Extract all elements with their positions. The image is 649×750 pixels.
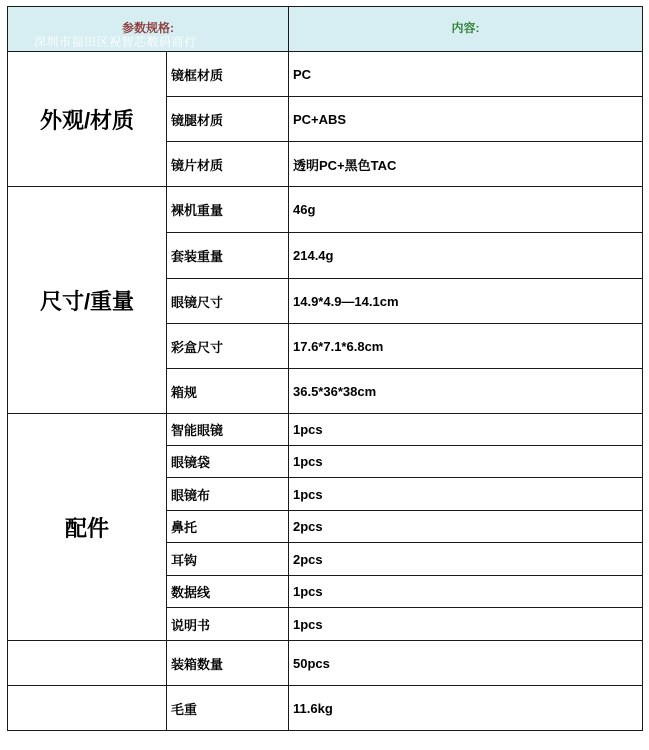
spec-name: 镜腿材质 (167, 97, 289, 142)
spec-value: 36.5*36*38cm (289, 369, 643, 414)
spec-value: 46g (289, 187, 643, 233)
header-content-label: 内容: (451, 21, 480, 35)
spec-value: 透明PC+黑色TAC (289, 142, 643, 187)
spec-name: 耳钩 (167, 543, 289, 576)
spec-name: 镜片材质 (167, 142, 289, 187)
spec-name: 镜框材质 (167, 52, 289, 97)
category-cell: 尺寸/重量 (8, 187, 167, 414)
table-row (8, 52, 643, 97)
category-cell: 配件 (8, 414, 167, 641)
spec-value: 50pcs (289, 641, 643, 686)
watermark-text: 深圳市福田区祝智芯数码商行 (34, 35, 197, 49)
spec-value: PC+ABS (289, 97, 643, 142)
spec-name: 彩盒尺寸 (167, 324, 289, 369)
header-spec-cell (8, 7, 289, 52)
category-cell: 外观/材质 (8, 52, 167, 187)
spec-value: 1pcs (289, 446, 643, 478)
spec-name: 说明书 (167, 608, 289, 641)
spec-value: 2pcs (289, 543, 643, 576)
spec-name: 箱规 (167, 369, 289, 414)
spec-name: 数据线 (167, 576, 289, 608)
spec-value: 11.6kg (289, 686, 643, 731)
spec-name: 毛重 (167, 686, 289, 731)
spec-value: 14.9*4.9—14.1cm (289, 279, 643, 324)
spec-name: 眼镜袋 (167, 446, 289, 478)
table-row (8, 686, 643, 731)
spec-name: 套装重量 (167, 233, 289, 279)
header-content-cell (289, 7, 643, 52)
spec-name: 智能眼镜 (167, 414, 289, 446)
spec-value: PC (289, 52, 643, 97)
spec-value: 1pcs (289, 576, 643, 608)
table-row (8, 187, 643, 233)
spec-name: 裸机重量 (167, 187, 289, 233)
table-row (8, 414, 643, 446)
spec-value: 2pcs (289, 511, 643, 543)
spec-name: 装箱数量 (167, 641, 289, 686)
table-row (8, 641, 643, 686)
spec-name: 眼镜尺寸 (167, 279, 289, 324)
spec-value: 1pcs (289, 608, 643, 641)
spec-value: 1pcs (289, 478, 643, 511)
category-cell (8, 686, 167, 731)
spec-value: 1pcs (289, 414, 643, 446)
category-cell (8, 641, 167, 686)
header-spec-label: 参数规格: (122, 21, 174, 35)
spec-table (7, 6, 643, 731)
spec-name: 鼻托 (167, 511, 289, 543)
header-row (8, 7, 643, 52)
spec-name: 眼镜布 (167, 478, 289, 511)
spec-value: 214.4g (289, 233, 643, 279)
spec-value: 17.6*7.1*6.8cm (289, 324, 643, 369)
